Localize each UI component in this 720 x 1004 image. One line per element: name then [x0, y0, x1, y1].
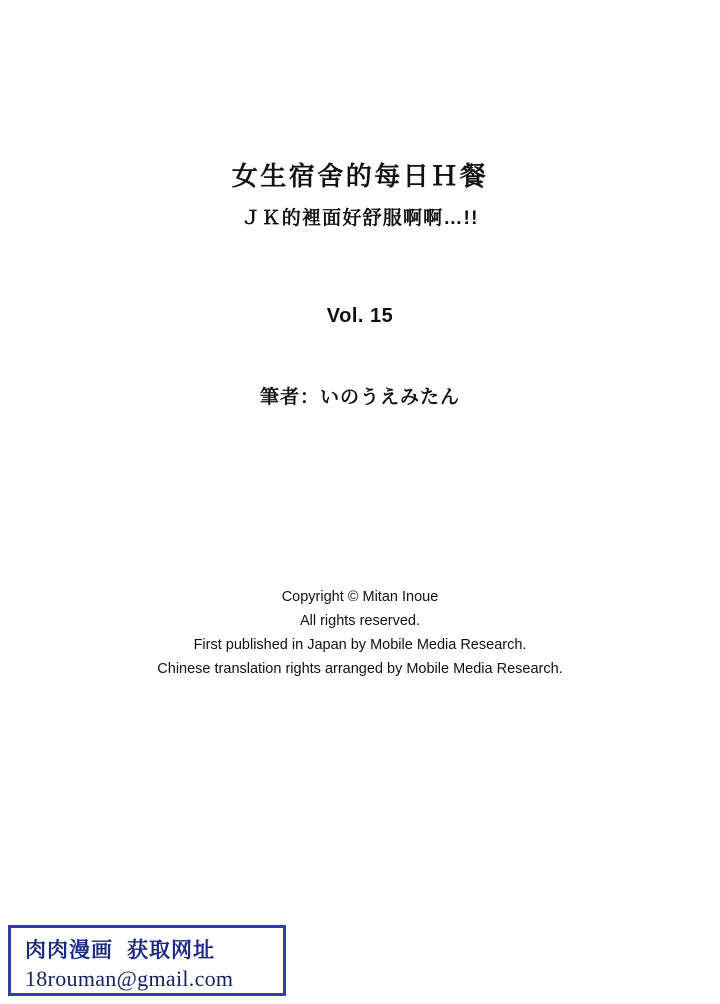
copyright-line-1: Copyright © Mitan Inoue — [281, 589, 439, 605]
copyright-block — [0, 585, 720, 681]
volume-label: Vol. 15 — [326, 305, 394, 327]
copyright-line-2: All rights reserved. — [299, 613, 421, 629]
copyright-line-4: Chinese translation rights arranged by Mobile Media Research. — [157, 661, 563, 677]
watermark-email: 18rouman@gmail.com — [25, 966, 234, 991]
page-title: 女生宿舍的每日Ｈ餐 — [231, 161, 489, 191]
watermark-action-label: 获取网址 — [127, 938, 215, 962]
watermark-title-row — [25, 934, 215, 964]
page-subtitle: ＪＫ的裡面好舒服啊啊…!! — [241, 207, 479, 229]
title-block — [0, 160, 720, 231]
watermark-badge — [8, 925, 286, 996]
watermark-site-name: 肉肉漫画 — [25, 938, 113, 962]
copyright-line-3: First published in Japan by Mobile Media Research. — [193, 637, 527, 653]
author-label: 筆者：いのうえみたん — [259, 387, 460, 408]
